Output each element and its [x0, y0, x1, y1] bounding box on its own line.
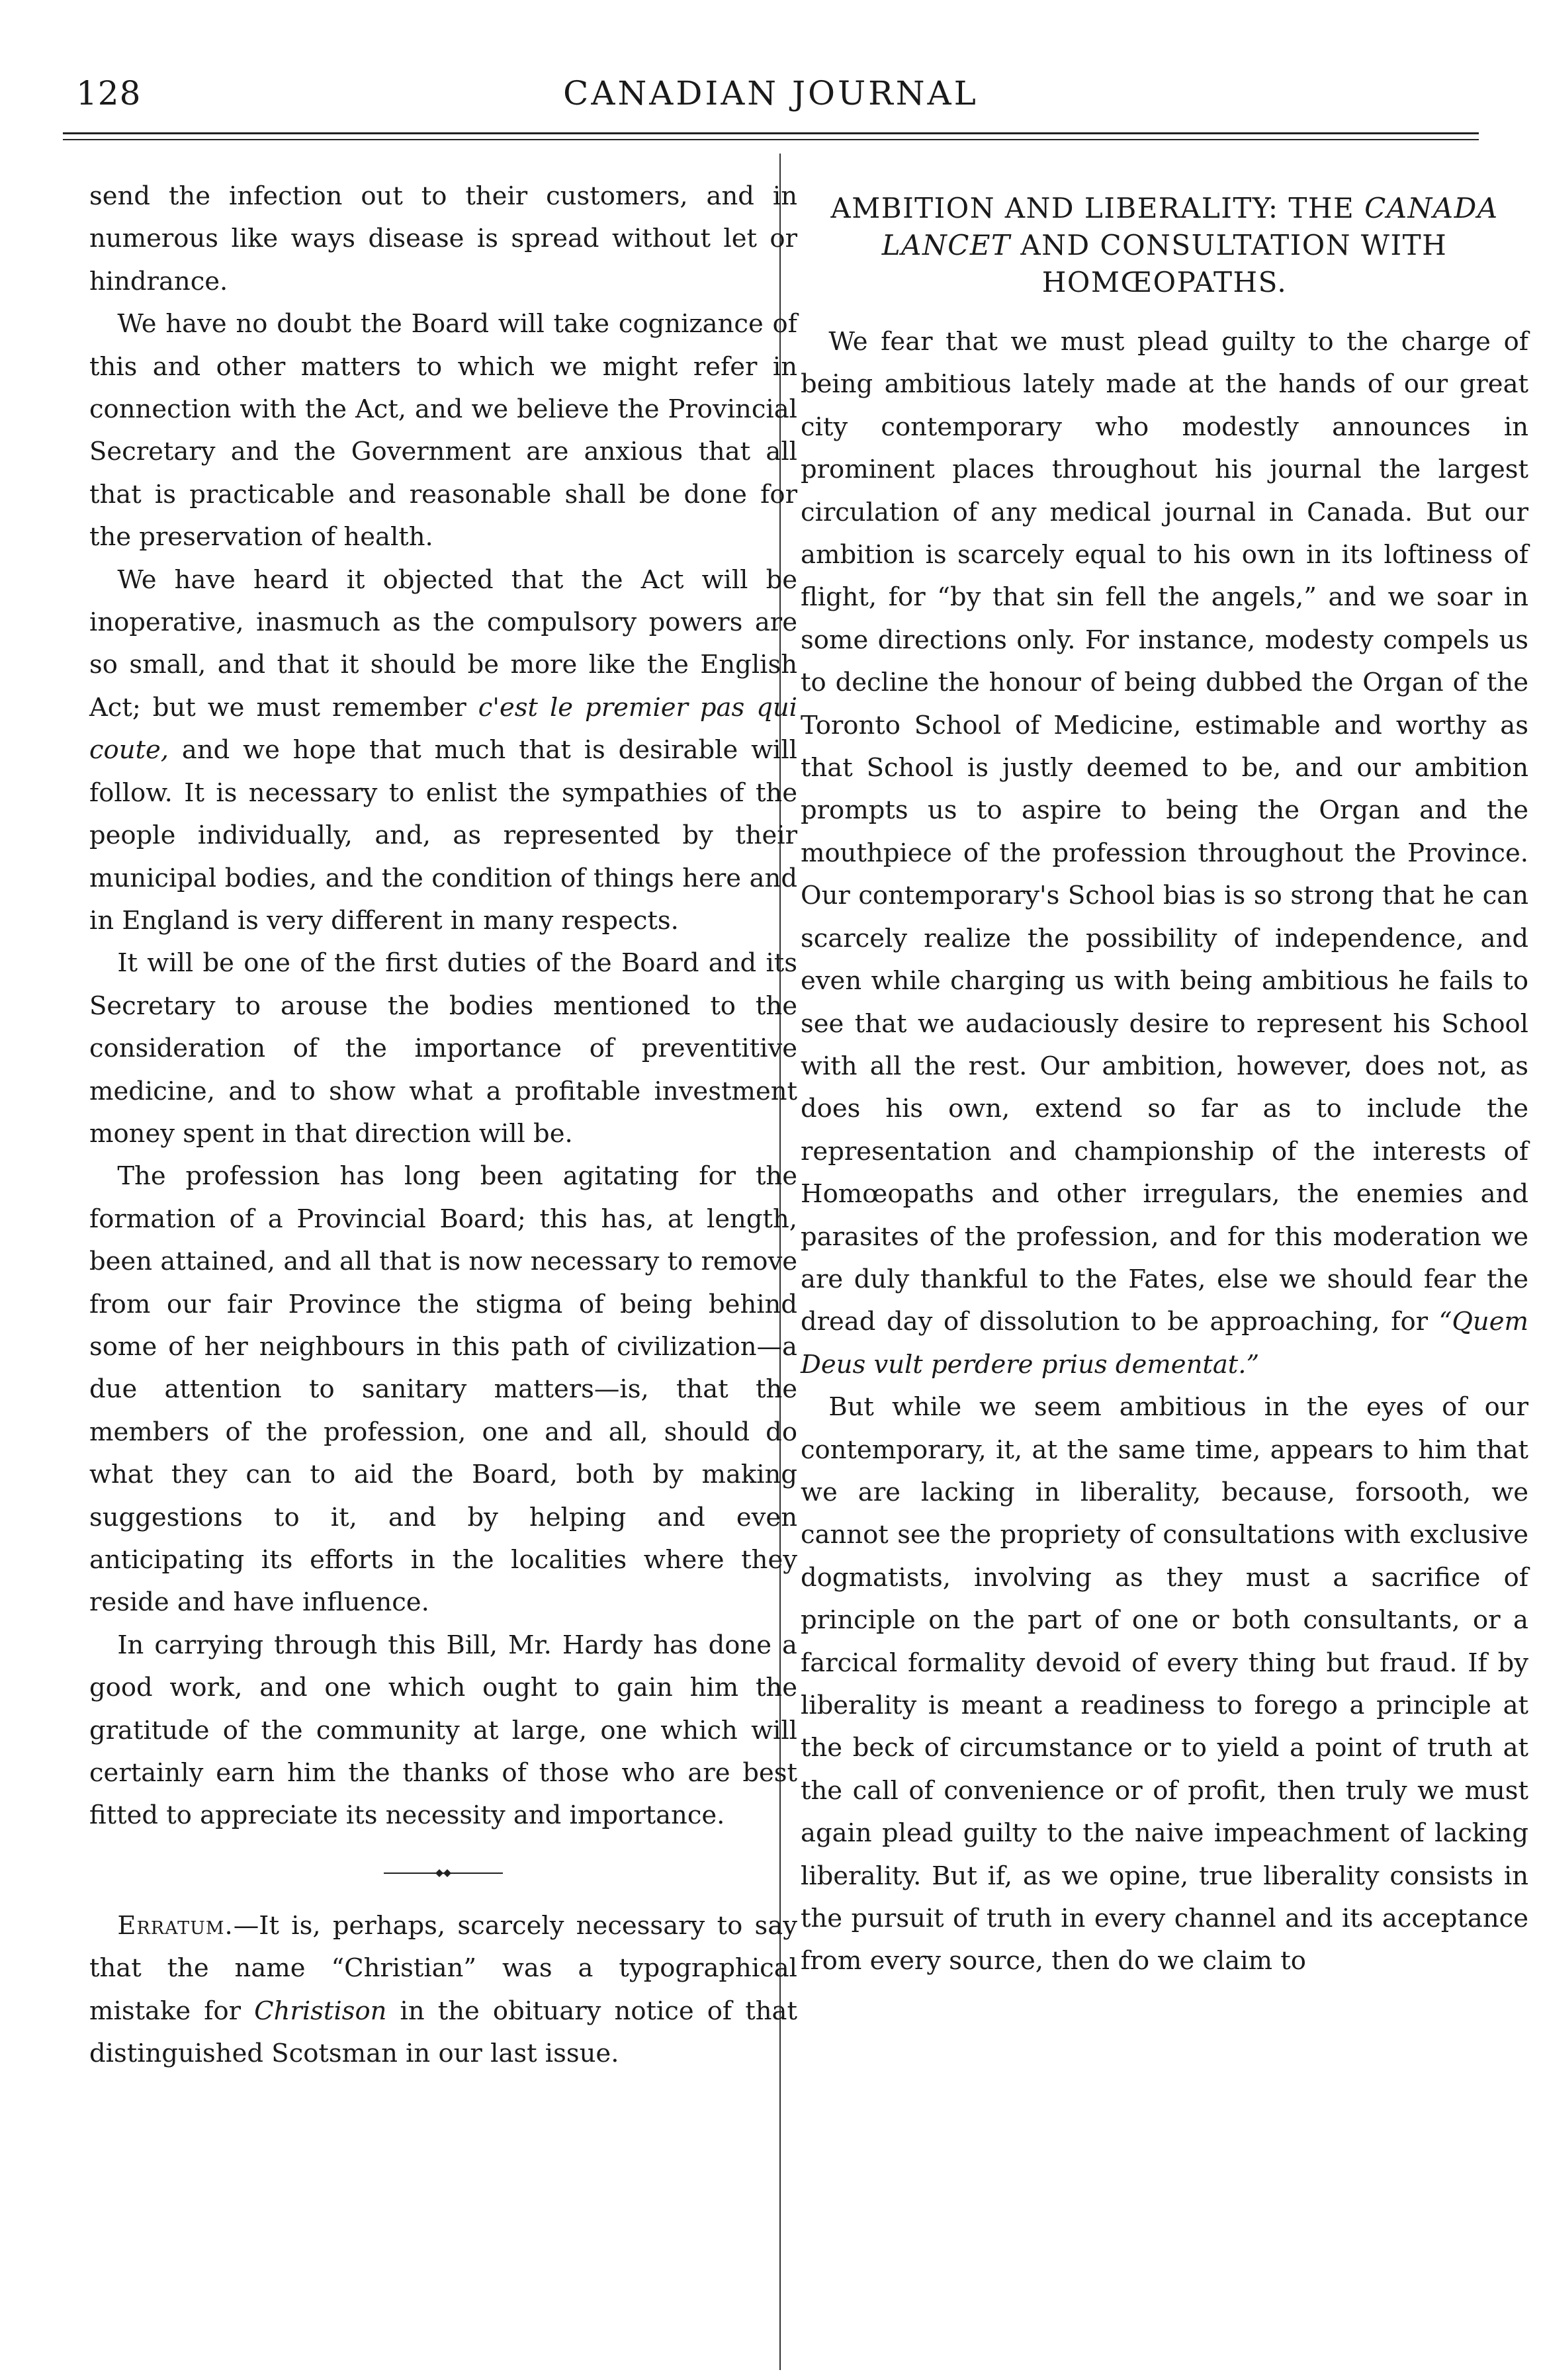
- article-title: [801, 190, 1528, 301]
- paragraph: But while we seem ambitious in the eyes of our contemporary, it, at the same time, appears to him that we are lacking in liberality, because, forsooth, we cannot see the propriety of consultations with exclusive dogmatists, involving as they must a sacrifice of principle on the part of one or both consultants, or a farcical formality devoid of every thing but fraud. If by liberality is meant a readiness to forego a principle at the beck of circumstance or to yield a point of truth at the call of convenience or of profit, then truly we must again plead guilty to the naive impeachment of lacking liberality. But if, as we opine, true liberality consists in the pursuit of truth in every channel and its acceptance from every source, then do we claim to: [801, 1392, 1528, 1976]
- right-column: [801, 175, 1528, 1983]
- french-phrase: c'est le premier pas qui coute,: [89, 692, 797, 766]
- title-italic: CANADA LANCET: [881, 192, 1499, 261]
- left-column: [89, 175, 797, 2075]
- page-header: [63, 74, 1479, 127]
- paragraph-text: We have heard it objected that the Act will be inoperative, inasmuch as the compulsory powers are so small, and that it should be more like the English Act; but we must remember: [89, 564, 797, 723]
- running-head: CANADIAN JOURNAL: [563, 74, 979, 112]
- page-number: 128: [76, 74, 142, 112]
- title-part: AMBITION AND LIBERALITY: THE: [830, 192, 1355, 224]
- paragraph-text: and we hope that much that is desirable will follow. It is necessary to enlist the sympathies of the people individually, and, as represented by their municipal bodies, and the condition of things here and in England is very different in many respects.: [89, 735, 797, 936]
- paragraph-text: We fear that we must plead guilty to the charge of being ambitious lately made at the hands of our great city contemporary who modestly announces in prominent places throughout his journal the largest circulation of any medical journal in Canada. But our ambition is scarcely equal to his own in its loftiness of flight, for “by that sin fell the angels,” and we soar in some directions only. For instance, modesty compels us to decline the honour of being dubbed the Organ of the Toronto School of Medicine, estimable and worthy as that School is justly deemed to be, and our ambition prompts us to aspire to being the Organ and the mouthpiece of the profession throughout the Province. Our contemporary's School bias is so strong that he can scarcely realize the possibility of independence, and even while charging us with being ambitious he fails to see that we audaciously desire to represent his School with all the rest. Our ambition, however, does not, as does his own, extend so far as to include the representation and championship of the interests of Homœopaths and other irregulars, the enemies and parasites of the profession, and for this moderation we are duly thankful to the Fates, else we should fear the dread day of dissolution to be approaching, for: [801, 327, 1528, 1337]
- journal-page: [63, 0, 1528, 2380]
- header-rule: [63, 132, 1479, 134]
- paragraph: [801, 321, 1528, 1386]
- erratum-paragraph: [89, 1905, 797, 2076]
- paragraph: The profession has long been agitating for the formation of a Provincial Board; this has, at length, been attained, and all that is now necessary to remove from our fair Province the stigma of being behind some of her neighbours in this path of civilization—a due attention to sanitary matters—is, that the members of the profession, one and all, should do what they can to aid the Board, both by making suggestions to it, and by helping and even anticipating its efforts in the localities where they reside and have influence.: [89, 1161, 797, 1618]
- erratum-text: —It is, perhaps, scarcely necessary to say that the name “Christian” was a typographical mistake for: [89, 1910, 797, 2026]
- header-rule-thin: [63, 139, 1479, 140]
- erratum-name: Christison: [254, 1996, 387, 2026]
- latin-quote: “Quem Deus vult perdere prius dementat.”: [801, 1307, 1528, 1380]
- paragraph: send the infection out to their customers, and in numerous like ways disease is spread without let or hindrance.: [89, 181, 797, 296]
- paragraph: It will be one of the first duties of the Board and its Secretary to arouse the bodies mentioned to the consideration of the importance of preventitive medicine, and to show what a profitable investment money spent in that direction will be.: [89, 948, 797, 1149]
- paragraph: [89, 559, 797, 943]
- erratum-label: Erratum.: [117, 1910, 234, 1941]
- erratum-text: in the obituary notice of that distinguished Scotsman in our last issue.: [89, 1996, 797, 2069]
- section-ornament: [89, 1865, 797, 1880]
- paragraph: In carrying through this Bill, Mr. Hardy has done a good work, and one which ought to gain him the gratitude of the community at large, one which will certainly earn him the thanks of those who are best fitted to appreciate its necessity and importance.: [89, 1630, 797, 1831]
- paragraph: We have no doubt the Board will take cognizance of this and other matters to which we might refer in connection with the Act, and we believe the Provincial Secretary and the Government are anxious that all that is practicable and reasonable shall be done for the preservation of health.: [89, 309, 797, 552]
- ornament-rule-icon: [384, 1867, 503, 1880]
- title-part: AND CONSULTATION WITH HOMŒOPATHS.: [1020, 229, 1448, 298]
